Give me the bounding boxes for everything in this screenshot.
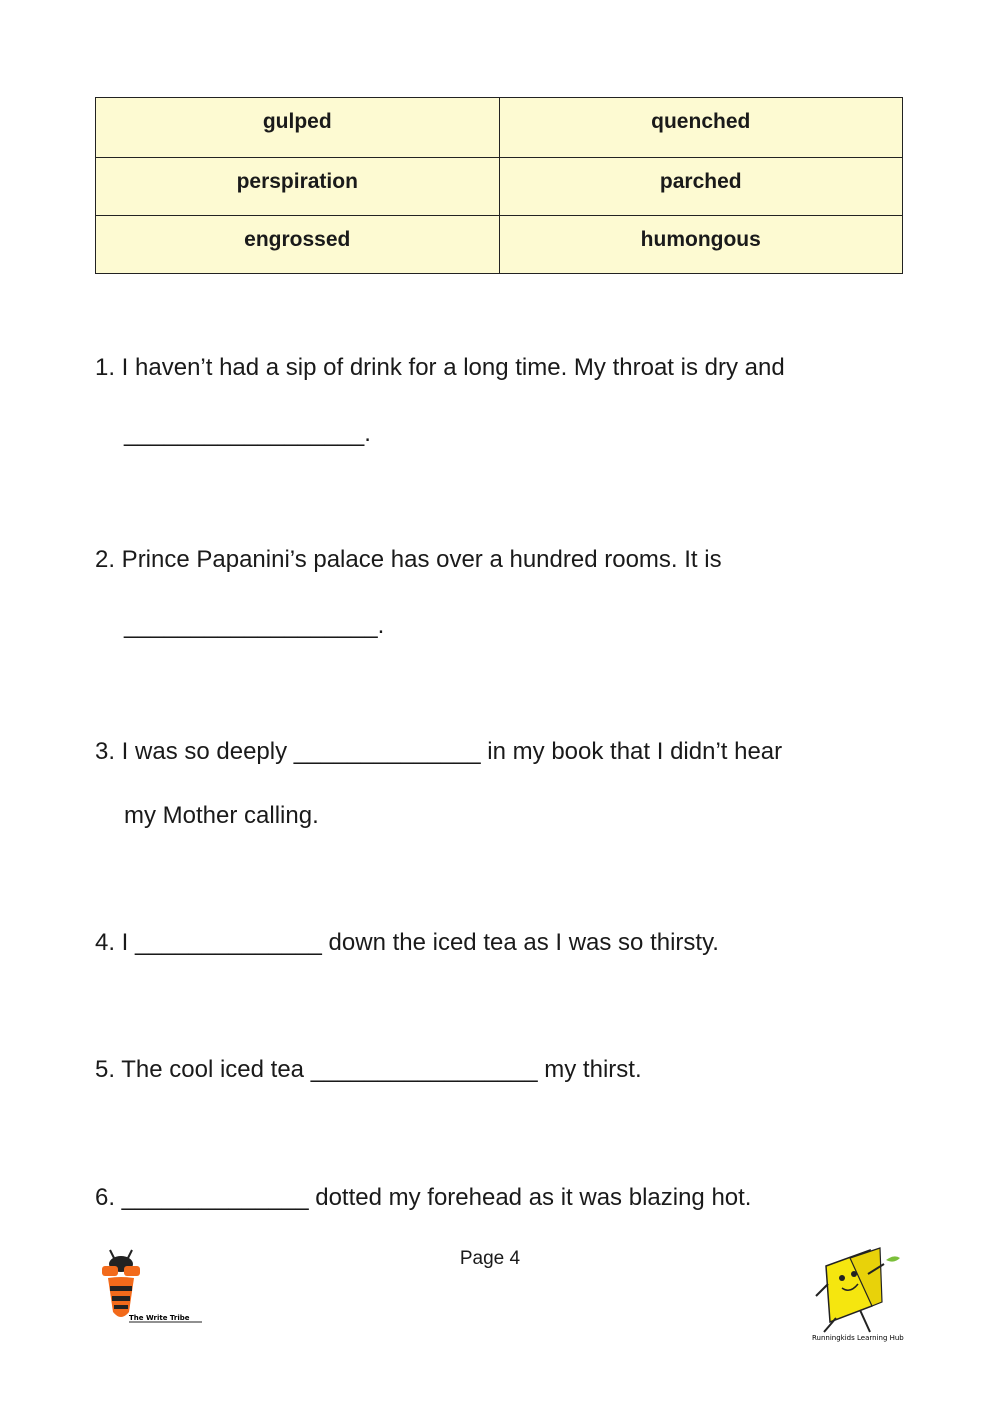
question-2-text: 2. Prince Papanini’s palace has over a hundred rooms. It is (95, 546, 722, 573)
question-1-blank: __________________. (124, 420, 371, 447)
word-bank-cell: engrossed (96, 216, 500, 274)
word-bank-row (96, 98, 903, 158)
write-tribe-logo (98, 1248, 208, 1328)
word-bank-cell: humongous (499, 216, 903, 274)
question-3-text: 3. I was so deeply ______________ in my book that I didn’t hear (95, 738, 783, 765)
question-3-continuation: my Mother calling. (124, 802, 319, 829)
page-number: Page 4 (459, 1248, 521, 1269)
word-bank-table (95, 97, 903, 274)
question-1-text: 1. I haven’t had a sip of drink for a long time. My throat is dry and (95, 354, 785, 381)
right-logo-text: Runningkids Learning Hub (812, 1334, 904, 1342)
question-5-text: 5. The cool iced tea _________________ my thirst. (95, 1056, 642, 1083)
question-6-text: 6. ______________ dotted my forehead as it was blazing hot. (95, 1184, 752, 1211)
word-bank-row (96, 216, 903, 274)
word-bank-cell: gulped (96, 98, 500, 158)
question-3 (95, 738, 783, 829)
question-4-text: 4. I ______________ down the iced tea as I was so thirsty. (95, 929, 719, 956)
question-2-blank: ___________________. (124, 612, 385, 639)
word-bank-cell: quenched (499, 98, 903, 158)
left-logo-text: The Write Tribe (129, 1314, 190, 1322)
word-bank-row (96, 158, 903, 216)
question-6 (95, 1184, 751, 1212)
question-5 (95, 1056, 642, 1084)
question-4 (95, 929, 719, 957)
word-bank-cell: parched (499, 158, 903, 216)
runningkids-logo (808, 1244, 908, 1344)
word-bank-cell: perspiration (96, 158, 500, 216)
question-1 (95, 354, 785, 447)
question-2 (95, 546, 722, 639)
